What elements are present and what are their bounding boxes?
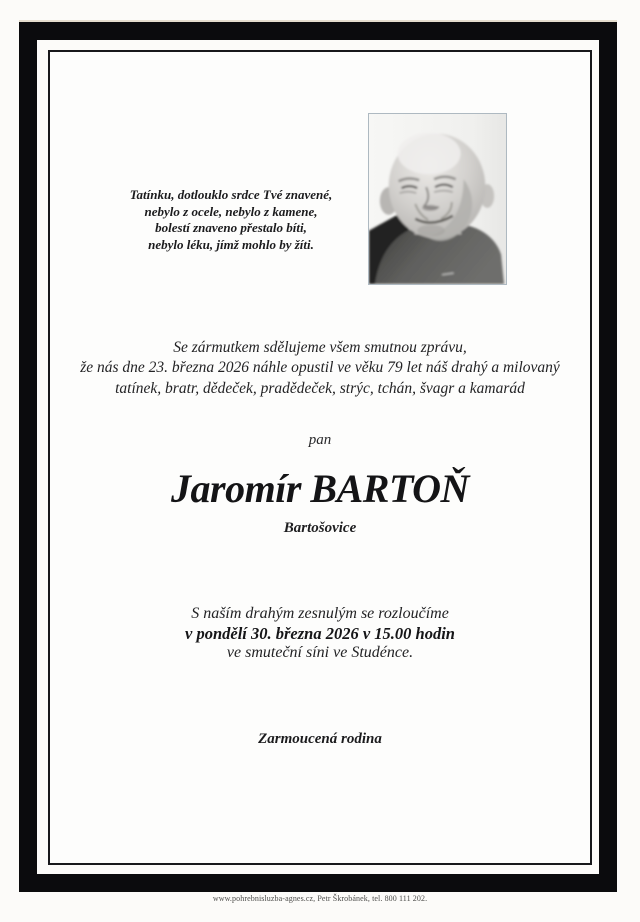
- deceased-name: Jaromír BARTOŇ: [171, 466, 469, 511]
- poem-line: nebylo léku, jímž mohlo by žíti.: [148, 236, 314, 252]
- poem-line: Tatínku, dotlouklo srdce Tvé znavené,: [129, 187, 333, 202]
- memorial-poem: [66, 187, 396, 253]
- salutation: pan: [308, 432, 332, 448]
- poem-line: nebylo z ocele, nebylo z kamene,: [144, 203, 318, 219]
- residence: Bartošovice: [283, 520, 357, 536]
- funeral-service-footer: www.pohrebnisluzba-agnes.cz, Petr Škrobánek, tel. 800 111 202.: [212, 894, 428, 903]
- mourning-family-signature: Zarmoucená rodina: [258, 731, 382, 747]
- farewell-details: [50, 604, 590, 663]
- announcement-line: Se zármutkem sdělujeme všem smutnou zprávu,: [173, 339, 467, 356]
- announcement-text: [50, 338, 590, 399]
- poem-line: bolestí znaveno přestalo bíti,: [155, 220, 307, 235]
- farewell-line: S naším drahým zesnulým se rozloučíme: [191, 605, 449, 622]
- farewell-place: ve smuteční síni ve Studénce.: [226, 644, 414, 661]
- portrait-photo: [368, 113, 507, 285]
- farewell-date-time: v pondělí 30. března 2026 v 15.00 hodin: [185, 623, 455, 643]
- portrait-photo-drawing: [369, 114, 506, 284]
- announcement-line: že nás dne 23. března 2026 náhle opustil ve věku 79 let náš drahý a milovaný: [80, 359, 560, 377]
- announcement-line: tatínek, bratr, dědeček, pradědeček, strýc, tchán, švagr a kamarád: [115, 379, 525, 397]
